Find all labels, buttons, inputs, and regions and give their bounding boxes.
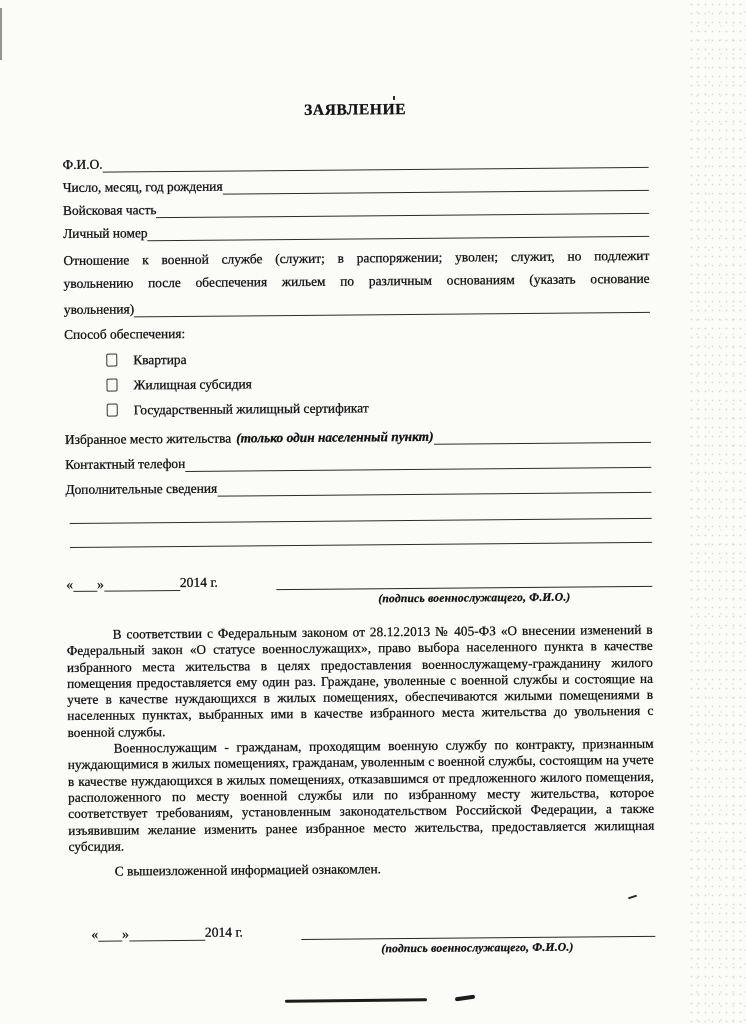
apartment-checkbox[interactable] [106, 354, 117, 367]
date-signature-row-top [66, 567, 652, 592]
personal-number-fill-line[interactable] [147, 220, 649, 241]
military-unit-label: Войсковая часть [62, 202, 157, 218]
state-certificate-checkbox[interactable] [107, 404, 118, 417]
apartment-label: Квартира [133, 351, 187, 367]
contact-phone-label: Контактный телефон [65, 455, 186, 472]
contact-phone-row [65, 443, 651, 473]
day-fill-line[interactable] [98, 928, 122, 942]
scan-speck [393, 96, 395, 100]
signature-caption-row [66, 590, 652, 610]
form-content [62, 93, 656, 960]
fio-label: Ф.И.О. [62, 156, 103, 172]
quote-close: » [96, 576, 104, 592]
personal-fields [62, 145, 649, 242]
additional-info-row [65, 468, 651, 498]
scan-artifact-line [285, 998, 427, 1002]
state-certificate-label: Государственный жилищный сертификат [133, 399, 369, 417]
signature-caption: (подпись военнослужащего, Ф.И.О.) [381, 940, 574, 956]
spacer [218, 590, 276, 591]
scan-noise-strip [688, 0, 746, 1024]
date-signature-row-bottom [69, 917, 655, 942]
signature-line[interactable] [301, 921, 656, 940]
quote-close: » [122, 926, 129, 942]
additional-info-extra-line-2[interactable] [70, 519, 652, 548]
year-label: 2014 г. [179, 574, 218, 590]
residence-note: (только один населенный пункт) [236, 428, 434, 446]
residence-fill-line[interactable] [433, 426, 651, 445]
additional-info-label: Дополнительные сведения [65, 480, 218, 497]
month-fill-line[interactable] [104, 577, 180, 592]
housing-subsidy-checkbox[interactable] [106, 379, 117, 392]
spacer [243, 940, 301, 941]
service-relation-block [63, 244, 650, 318]
provision-options [64, 343, 651, 423]
provision-heading: Способ обеспечения: [63, 325, 186, 342]
info-paragraph-2: Военнослужащим - гражданам, проходящим военную службу по контракту, признанным нуждающимися в жилых помещениях, гражданам, уволенным с военной службы, состоящим на учете в качестве нуждающихся в жилых помещениях, отказавшимся от предложенного жилого помещения, расположенного по месту военной службы или по избранному месту жительства, которое соответствует требованиям, установленным законодательством Российской Федерации, а также изъявившим желание изменить ранее избранное место жительства, предоставляется жилищная субсидия. [67, 735, 655, 854]
signature-line[interactable] [276, 571, 653, 590]
acknowledgement-text: С вышеизложенной информацией ознакомлен. [114, 861, 382, 879]
signature-caption-row [69, 940, 655, 960]
dismissal-reason-fill-line[interactable] [134, 296, 650, 317]
day-fill-line[interactable] [73, 578, 97, 592]
form-title: ЗАЯВЛЕНИЕ [304, 100, 407, 119]
residence-label: Избранное место жительства [64, 430, 232, 447]
month-fill-line[interactable] [129, 927, 205, 942]
personal-number-label: Личный номер [63, 225, 148, 241]
year-label: 2014 г. [204, 924, 243, 940]
service-relation-line-2: увольнению после обеспечения жильем по различным основаниям (указать основание [63, 270, 650, 291]
quote-open: « [91, 926, 99, 942]
service-relation-line-1: Отношение к военной службе (служит; в распоряжении; уволен; служит, но подлежит [63, 247, 650, 268]
dismissal-reason-label: увольнения) [63, 301, 135, 317]
signature-caption: (подпись военнослужащего, Ф.И.О.) [378, 590, 571, 606]
scan-edge-artifact [0, 8, 2, 60]
housing-subsidy-label: Жилищная субсидия [133, 375, 252, 392]
legal-text-block [67, 622, 655, 855]
birthdate-label: Число, месяц, год рождения [62, 178, 223, 195]
scan-artifact-dash [455, 995, 475, 1002]
info-paragraph-1: В соответствии с Федеральным законом от 28.12.2013 № 405-ФЗ «О внесении изменений в Федеральный закон «О статусе военнослужащих», право выбора населенного пункта в качестве избранного места жительства в целях предоставления военнослужащему-гражданину жилого помещения предоставляется ему один раз. Граждане, уволенные с военной службы и состоящие на учете в качестве нуждающихся в жилых помещениях, обеспечиваются жилыми помещениями в населенных пунктах, выбранных ими в качестве избранного места жительства до увольнения с военной службы. [66, 621, 654, 740]
residence-row [65, 418, 651, 448]
quote-open: « [66, 576, 74, 592]
